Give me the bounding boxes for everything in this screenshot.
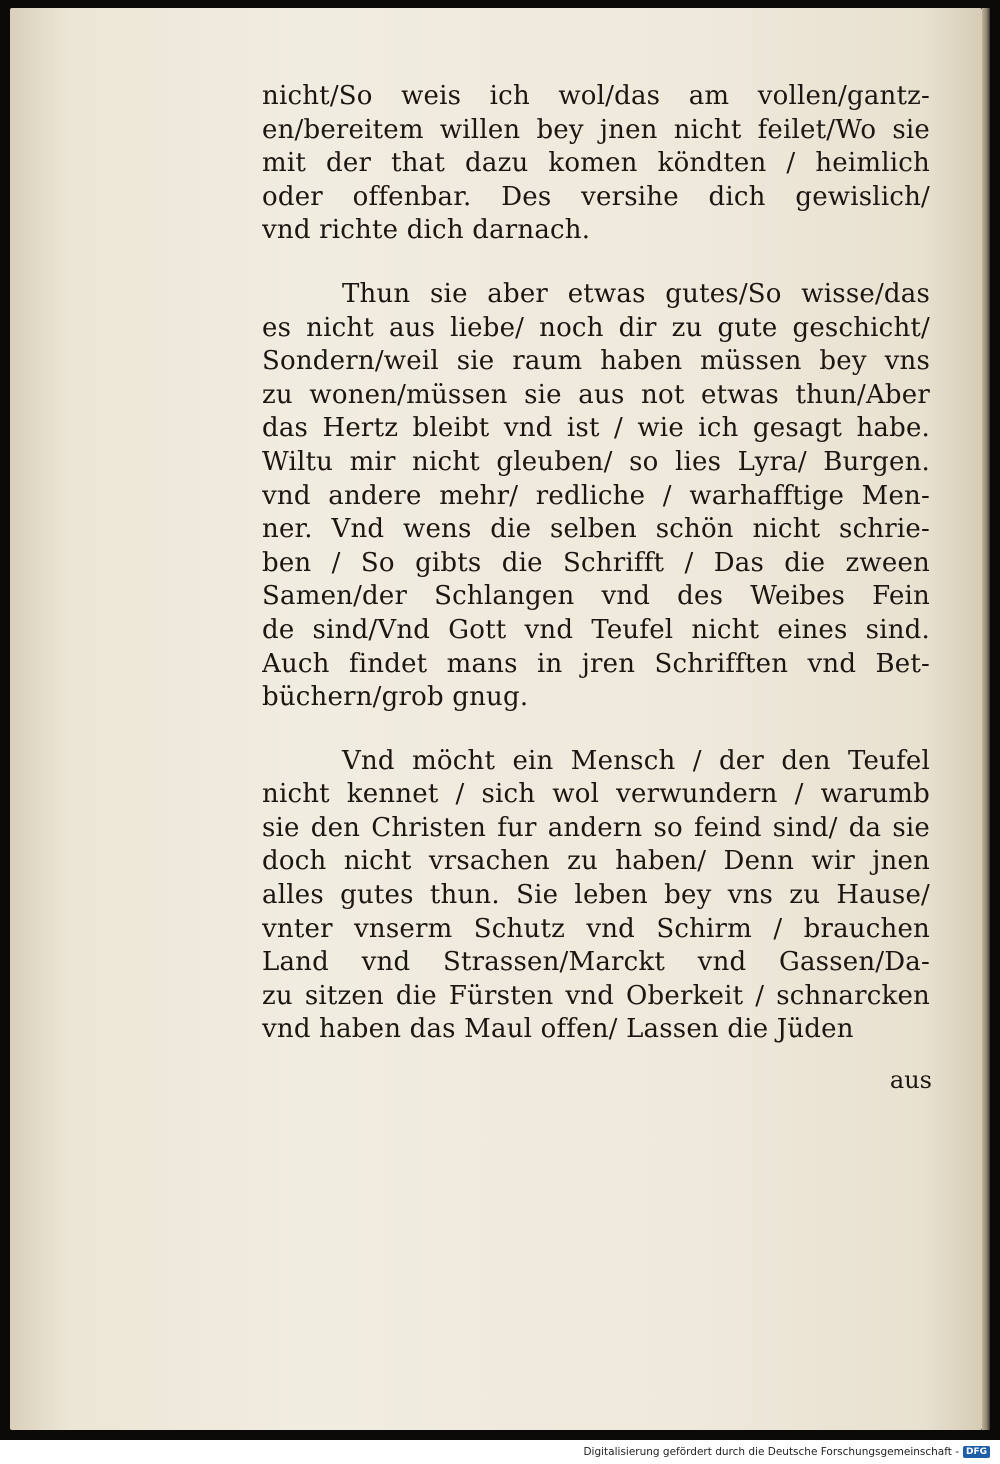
text-line: das Hertz bleibt vnd ist / wie ich gesagt habe. [262, 413, 930, 444]
text-line: sie den Christen fur andern so feind sind/ da sie [262, 812, 930, 843]
text-line: de sind/Vnd Gott vnd Teufel nicht eines sind. [262, 614, 930, 645]
body-text [262, 80, 930, 1077]
text-line: vnd andere mehr/ redliche / warhafftige Men- [262, 480, 930, 511]
page-edge [982, 8, 990, 1430]
text-line: es nicht aus liebe/ noch dir zu gute geschicht/ [262, 312, 930, 343]
text-line: en/bereitem willen bey jnen nicht feilet/Wo sie [262, 114, 930, 145]
text-line: doch nicht vrsachen zu haben/ Denn wir jnen [262, 846, 930, 877]
text-line: Vnd möcht ein Mensch / der den Teufel [342, 745, 930, 776]
text-line: zu wonen/müssen sie aus not etwas thun/Aber [262, 379, 930, 410]
paragraph [262, 745, 930, 1047]
dfg-logo: DFG [963, 1446, 990, 1458]
text-line: mit der that dazu komen köndten / heimlich [262, 148, 930, 179]
footer-credit: Digitalisierung gefördert durch die Deutsche Forschungsgemeinschaft - [583, 1446, 959, 1458]
text-line: ben / So gibts die Schrifft / Das die zween [262, 547, 930, 578]
text-line: Land vnd Strassen/Marckt vnd Gassen/Da- [262, 947, 930, 978]
text-line: Thun sie aber etwas gutes/So wisse/das [342, 278, 930, 309]
text-line: nicht kennet / sich wol verwundern / warumb [262, 779, 930, 810]
text-line: vnd haben das Maul offen/ Lassen die Jüden [262, 1014, 854, 1045]
text-line: vnd richte dich darnach. [262, 215, 591, 246]
text-line: zu sitzen die Fürsten vnd Oberkeit / schnarcken [262, 980, 930, 1011]
text-line: Auch findet mans in jren Schrifften vnd Bet- [262, 648, 930, 679]
paragraph [262, 80, 930, 248]
text-line: nicht/So weis ich wol/das am vollen/gantz- [262, 81, 930, 111]
text-line: vnter vnserm Schutz vnd Schirm / brauchen [262, 913, 930, 944]
text-line: büchern/grob gnug. [262, 682, 529, 713]
text-line: alles gutes thun. Sie leben bey vns zu Hause/ [262, 880, 930, 911]
footer-bar [0, 1440, 1000, 1464]
text-line: Wiltu mir nicht gleuben/ so lies Lyra/ Burgen. [262, 446, 930, 477]
text-line: Sondern/weil sie raum haben müssen bey vns [262, 346, 930, 377]
paragraph [262, 278, 930, 715]
text-line: ner. Vnd wens die selben schön nicht schrie- [262, 514, 930, 545]
catchword: aus [889, 1066, 932, 1094]
text-line: oder offenbar. Des versihe dich gewislich/ [262, 181, 930, 212]
text-line: Samen/der Schlangen vnd des Weibes Fein [262, 581, 930, 612]
